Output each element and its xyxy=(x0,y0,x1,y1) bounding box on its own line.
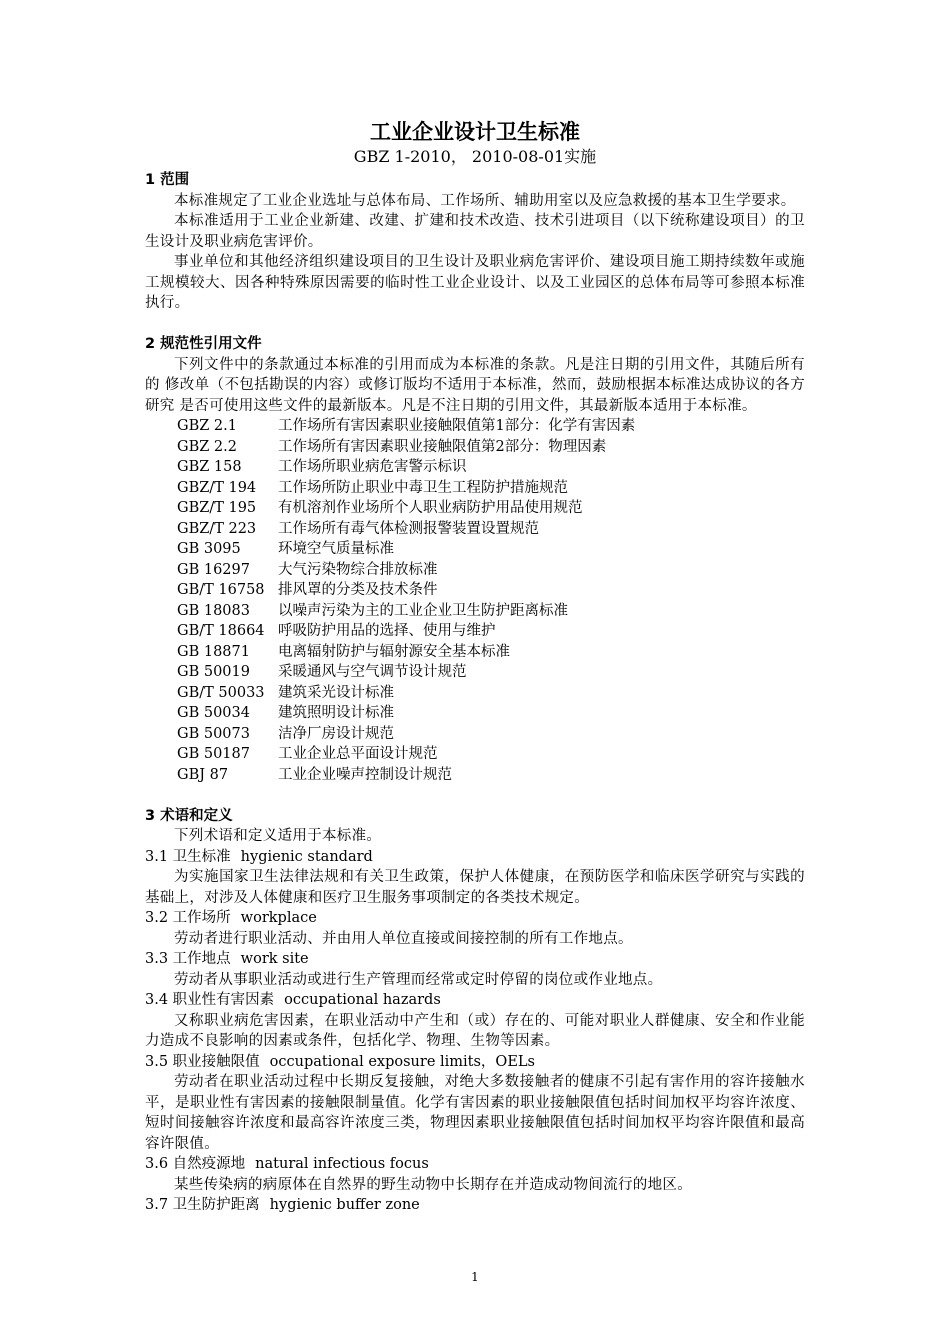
reference-item xyxy=(177,621,805,642)
term-definition: 为实施国家卫生法律法规和有关卫生政策，保护人体健康，在预防医学和临床医学研究与实践的基础上，对涉及人体健康和医疗卫生服务事项制定的各类技术规定。 xyxy=(145,869,805,906)
term-number: 3.3 xyxy=(145,951,169,967)
term-chinese: 工作场所 xyxy=(172,910,231,926)
reference-item xyxy=(177,437,805,458)
term-chinese: 卫生防护距离 xyxy=(172,1197,260,1213)
section-heading: 3 术语和定义 xyxy=(145,807,233,824)
reference-title: 工业企业总平面设计规范 xyxy=(278,746,438,762)
reference-code: GB 18871 xyxy=(177,643,250,660)
document-subtitle: GBZ 1-2010， 2010-08-01实施 xyxy=(353,147,597,166)
term-definition: 劳动者从事职业活动或进行生产管理而经常或定时停留的岗位或作业地点。 xyxy=(174,971,663,988)
term-english: workplace xyxy=(240,910,317,926)
reference-title: 电离辐射防护与辐射源安全基本标准 xyxy=(278,643,510,660)
reference-title: 采暖通风与空气调节设计规范 xyxy=(278,664,467,680)
reference-code: GBZ/T 195 xyxy=(177,500,257,516)
reference-item xyxy=(177,765,805,786)
term-heading xyxy=(145,908,805,929)
reference-title: 工作场所有害因素职业接触限值第2部分：物理因素 xyxy=(278,438,607,455)
term-definition: 劳动者在职业活动过程中长期反复接触，对绝大多数接触者的健康不引起有害作用的容许接触水平，是职业性有害因素的接触限制量值。化学有害因素的职业接触限值包括时间加权平均容许浓度、短时间接触容许浓度和最高容许浓度三类，物理因素职业接触限值包括时间加权平均容许限值和最高容许限值。 xyxy=(145,1074,805,1152)
reference-list xyxy=(177,416,805,785)
term-chinese: 职业接触限值 xyxy=(172,1053,260,1070)
reference-item xyxy=(177,642,805,663)
reference-title: 以噪声污染为主的工业企业卫生防护距离标准 xyxy=(278,602,568,619)
reference-title: 工作场所职业病危害警示标识 xyxy=(278,459,467,475)
term-chinese: 卫生标准 xyxy=(172,848,231,865)
reference-title: 建筑照明设计标准 xyxy=(278,705,394,721)
reference-item xyxy=(177,601,805,622)
reference-item xyxy=(177,457,805,478)
term-heading xyxy=(145,847,805,868)
reference-item xyxy=(177,416,805,437)
reference-code: GB 18083 xyxy=(177,602,250,619)
paragraph: 下列文件中的条款通过本标准的引用而成为本标准的条款。凡是注日期的引用文件，其随后所有的 修改单（不包括勘误的内容）或修订版均不适用于本标准，然而，鼓励根据本标准达成协议的各方研究 是否可使用这些文件的最新版本。凡是不注日期的引用文件，其最新版本适用于本标准。 xyxy=(145,356,805,414)
term-chinese: 自然疫源地 xyxy=(172,1156,246,1172)
reference-title: 工作场所有害因素职业接触限值第1部分：化学有害因素 xyxy=(278,418,636,434)
reference-item xyxy=(177,662,805,683)
term-heading xyxy=(145,1154,805,1175)
term-english: natural infectious focus xyxy=(255,1156,429,1172)
reference-item xyxy=(177,498,805,519)
reference-item xyxy=(177,683,805,704)
term-english: hygienic buffer zone xyxy=(269,1197,420,1213)
reference-title: 洁净厂房设计规范 xyxy=(278,725,394,742)
term-heading xyxy=(145,990,805,1011)
reference-code: GBJ 87 xyxy=(177,766,229,783)
reference-code: GBZ/T 194 xyxy=(177,479,257,496)
term-definition: 劳动者进行职业活动、并由用人单位直接或间接控制的所有工作地点。 xyxy=(174,930,633,947)
paragraph: 本标准规定了工业企业选址与总体布局、工作场所、辅助用室以及应急救援的基本卫生学要求。 xyxy=(174,192,796,209)
section-terms-definitions xyxy=(145,806,805,1216)
reference-code: GBZ 158 xyxy=(177,459,242,475)
section-heading: 1 范围 xyxy=(145,172,190,188)
page-number: 1 xyxy=(471,1270,479,1284)
reference-title: 工业企业噪声控制设计规范 xyxy=(278,766,452,783)
reference-code: GB 3095 xyxy=(177,541,241,557)
term-number: 3.7 xyxy=(145,1197,169,1213)
term-number: 3.5 xyxy=(145,1053,169,1070)
reference-code: GB 16297 xyxy=(177,561,250,578)
document-title: 工业企业设计卫生标准 xyxy=(370,120,580,144)
section-normative-references xyxy=(145,334,805,785)
reference-title: 工作场所有毒气体检测报警装置设置规范 xyxy=(278,520,539,537)
section-heading: 2 规范性引用文件 xyxy=(145,336,262,352)
reference-code: GB/T 18664 xyxy=(177,623,265,639)
reference-code: GBZ/T 223 xyxy=(177,520,257,537)
reference-code: GB 50019 xyxy=(177,664,250,680)
reference-code: GB 50073 xyxy=(177,725,250,742)
reference-title: 环境空气质量标准 xyxy=(278,541,394,557)
term-heading xyxy=(145,1195,805,1216)
reference-title: 大气污染物综合排放标准 xyxy=(278,561,438,578)
term-definition: 某些传染病的病原体在自然界的野生动物中长期存在并造成动物间流行的地区。 xyxy=(174,1176,692,1193)
term-chinese: 工作地点 xyxy=(172,951,231,967)
section-scope xyxy=(145,170,805,314)
reference-item xyxy=(177,703,805,724)
reference-item xyxy=(177,539,805,560)
reference-item xyxy=(177,478,805,499)
reference-item xyxy=(177,724,805,745)
reference-item xyxy=(177,580,805,601)
reference-code: GB 50034 xyxy=(177,705,250,721)
term-english: occupational hazards xyxy=(284,992,441,1008)
reference-code: GB 50187 xyxy=(177,746,250,762)
term-english: hygienic standard xyxy=(240,848,373,865)
term-definition: 又称职业病危害因素，在职业活动中产生和（或）存在的、可能对职业人群健康、安全和作业能力造成不良影响的因素或条件，包括化学、物理、生物等因素。 xyxy=(145,1012,805,1049)
reference-item xyxy=(177,519,805,540)
reference-title: 建筑采光设计标准 xyxy=(278,684,394,701)
reference-title: 有机溶剂作业场所个人职业病防护用品使用规范 xyxy=(278,500,583,516)
paragraph: 下列术语和定义适用于本标准。 xyxy=(174,828,382,844)
reference-code: GB/T 50033 xyxy=(177,684,265,701)
reference-title: 排风罩的分类及技术条件 xyxy=(278,582,438,598)
term-english: occupational exposure limits，OELs xyxy=(269,1053,535,1070)
reference-code: GBZ 2.2 xyxy=(177,438,237,455)
term-number: 3.4 xyxy=(145,992,169,1008)
paragraph: 本标准适用于工业企业新建、改建、扩建和技术改造、技术引进项目（以下统称建设项目）的卫生设计及职业病危害评价。 xyxy=(145,213,805,250)
term-heading xyxy=(145,1052,805,1073)
reference-title: 呼吸防护用品的选择、使用与维护 xyxy=(278,623,496,639)
reference-item xyxy=(177,560,805,581)
reference-code: GB/T 16758 xyxy=(177,582,265,598)
term-number: 3.6 xyxy=(145,1156,169,1172)
paragraph: 事业单位和其他经济组织建设项目的卫生设计及职业病危害评价、建设项目施工期持续数年或施工规模较大、因各种特殊原因需要的临时性工业企业设计、以及工业园区的总体布局等可参照本标准执行。 xyxy=(145,254,805,311)
reference-item xyxy=(177,744,805,765)
reference-title: 工作场所防止职业中毒卫生工程防护措施规范 xyxy=(278,479,568,496)
reference-code: GBZ 2.1 xyxy=(177,418,237,434)
term-english: work site xyxy=(240,951,309,967)
term-chinese: 职业性有害因素 xyxy=(172,992,275,1008)
term-number: 3.2 xyxy=(145,910,169,926)
term-heading xyxy=(145,949,805,970)
term-number: 3.1 xyxy=(145,848,169,865)
document-page xyxy=(145,118,805,1216)
